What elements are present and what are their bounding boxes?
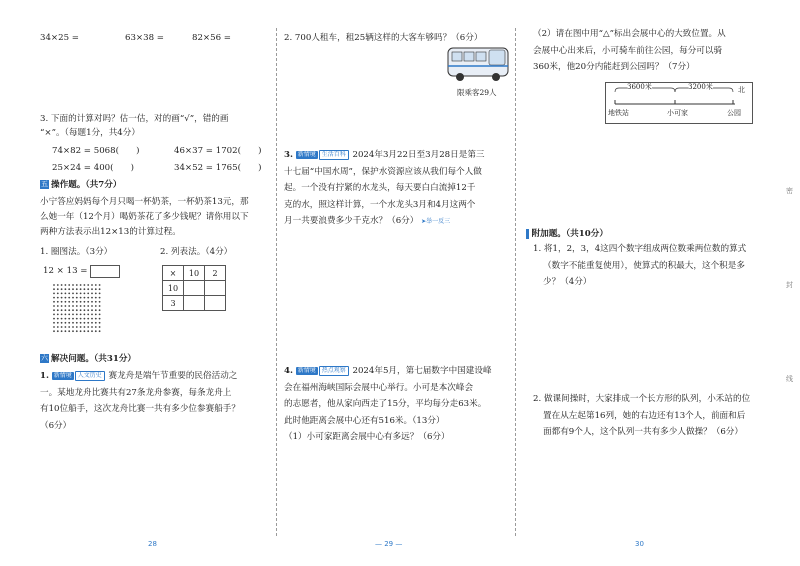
tag-hot-topic: 热点观察 [319,366,349,376]
grid-dot [84,293,86,295]
grid-dot [84,314,86,316]
grid-dot [65,314,67,316]
bonus-problem1 [533,241,768,291]
grid-dot [95,301,97,303]
grid-dot [57,326,59,328]
table-header-op: × [163,266,184,281]
grid-dot [72,318,74,320]
grid-dot [72,284,74,286]
grid-dot [95,284,97,286]
table-row-3: 3 [163,296,184,311]
calc-item-3: 82×56 = [192,33,232,43]
grid-dot [53,322,55,324]
grid-dot [72,301,74,303]
grid-dot [87,284,89,286]
problem4-part2 [533,26,763,76]
grid-dot [87,288,89,290]
grid-dot [65,297,67,299]
grid-dot [91,284,93,286]
calc-item-1: 34×25 = [40,33,80,43]
grid-dot [80,301,82,303]
grid-dot [76,301,78,303]
grid-dot [72,330,74,332]
grid-dot [57,309,59,311]
q3-item-1: 74×82 = 5068( ) [52,146,140,156]
grid-dot [87,314,89,316]
grid-dot [72,309,74,311]
grid-dot [99,326,101,328]
table-cell[interactable] [205,296,226,311]
grid-dot [87,318,89,320]
grid-dot [53,326,55,328]
grid-dot [68,322,70,324]
grid-dot [99,322,101,324]
map-label-home: 小可家 [667,109,688,117]
problem4-line3: 的志愿者，他从家向西走了15分，平均每分走63米。 [284,399,487,409]
section5-title: 操作题。（共7分） [51,180,122,190]
problem1-line4: （6分） [40,420,72,431]
grid-dot [53,314,55,316]
grid-dot [68,305,70,307]
grid-dot [65,293,67,295]
grid-dot [80,288,82,290]
grid-dot [91,330,93,332]
problem3-line3: 起。一个没有拧紧的水龙头，每天要白白流掉12千 [284,183,476,193]
map-label-park: 公园 [727,109,741,117]
problem1 [40,368,270,434]
grid-dot [84,284,86,286]
grid-dot [65,305,67,307]
grid-dot [68,326,70,328]
problem3-line1: 3. 新情境 生活百科 2024年3月22日至3月28日是第三 [284,150,485,160]
grid-dot [99,330,101,332]
grid-dot [53,318,55,320]
grid-dot [87,322,89,324]
column-divider-2 [515,28,516,536]
grid-dot [76,322,78,324]
grid-dot [72,314,74,316]
grid-dot [53,301,55,303]
grid-dot [72,297,74,299]
grid-dot [65,309,67,311]
q3-item-4: 34×52 = 1765( ) [174,163,262,173]
grid-dot [87,297,89,299]
bonus-problem2 [533,391,768,441]
grid-dot [80,318,82,320]
tag-life-encyclopedia: 生活百科 [319,150,349,160]
table-header-10: 10 [184,266,205,281]
grid-dot [91,326,93,328]
grid-dot [80,305,82,307]
tag-new-context: 新情境 [297,150,316,158]
grid-dot [99,293,101,295]
grid-dot [68,330,70,332]
grid-dot [76,284,78,286]
grid-dot [87,309,89,311]
grid-dot [72,322,74,324]
grid-dot [91,314,93,316]
grid-dot [61,309,63,311]
grid-dot [91,293,93,295]
dot-grid [52,283,102,335]
grid-dot [87,301,89,303]
grid-dot [76,293,78,295]
grid-dot [87,293,89,295]
grid-dot [99,309,101,311]
grid-dot [84,288,86,290]
grid-dot [91,305,93,307]
column-divider-1 [276,28,277,536]
grid-dot [72,305,74,307]
grid-dot [72,326,74,328]
op-text-3: 两种方法表示出12×13的计算过程。 [40,227,181,237]
grid-dot [68,314,70,316]
grid-dot [61,301,63,303]
grid-dot [99,284,101,286]
grid-dot [61,330,63,332]
grid-dot [68,297,70,299]
section5-badge: 五 [41,180,48,188]
problem1-line3: 有10位船手，这次龙舟比赛一共有多少位参赛船手？ [40,404,240,414]
grid-dot [68,284,70,286]
grid-dot [57,330,59,332]
grid-dot [65,322,67,324]
grid-dot [68,301,70,303]
seal-line-char-1: 密 [786,187,793,195]
grid-dot [72,288,74,290]
grid-dot [76,330,78,332]
problem4-line1: 4. 新情境 热点观察 2024年5月，第七届数字中国建设峰 [284,366,492,376]
bus-illustration [444,42,514,86]
q3-line2: “×”。（每题1分，共4分） [40,128,140,138]
problem4-line2: 会在福州海峡国际会展中心举行。小可是本次峰会 [284,382,474,393]
q3-item-3: 25×24 = 400( ) [52,163,135,173]
grid-dot [57,322,59,324]
bonus2-line2: 置在从左起第16列，她的右边还有13个人，前面和后 [543,410,746,421]
grid-dot [65,330,67,332]
bus-capacity-caption: 限乘客29人 [457,88,497,97]
problem3-line4: 克的水，照这样计算，一个水龙头3月和4月这两个 [284,199,476,210]
page-number-29: — 29 — [375,540,403,548]
grid-dot [95,330,97,332]
grid-dot [68,293,70,295]
grid-dot [95,326,97,328]
tag-new-context: 新情境 [53,371,72,379]
part2-line3: 360米，他20分内能赶到公园吗？（7分） [533,62,695,72]
circle-expression: 12 × 13 = [43,266,88,276]
q3-line1: 3. 下面的计算对吗？估一估，对的画“√”，错的画 [40,114,229,124]
section6-title: 解决问题。（共31分） [51,354,137,364]
grid-dot [53,305,55,307]
grid-dot [80,326,82,328]
grid-dot [65,326,67,328]
grid-dot [65,301,67,303]
grid-dot [61,293,63,295]
grid-dot [95,293,97,295]
grid-dot [61,326,63,328]
grid-dot [84,322,86,324]
grid-dot [80,293,82,295]
problem4 [284,363,512,446]
grid-dot [99,301,101,303]
bonus1-line2: （数字不能重复使用），使算式的积最大，这个积是多 [543,260,745,271]
grid-dot [84,305,86,307]
seal-line-char-2: 封 [786,281,793,289]
grid-dot [68,288,70,290]
grid-dot [84,301,86,303]
answer-box[interactable] [90,265,120,278]
grid-dot [95,297,97,299]
grid-dot [80,309,82,311]
op-text-1: 小宁答应妈妈每个月只喝一杯奶茶，一杯奶茶13元，那 [40,197,249,207]
map-north-label: 北 [738,86,745,94]
section5-heading [40,179,121,192]
problem3-line2: 十七届“中国水周”，保护水资源应该从我们每个人做 [284,166,482,177]
grid-dot [99,288,101,290]
grid-dot [80,297,82,299]
grid-dot [99,305,101,307]
multiplication-table [162,265,226,311]
tag-new-context: 新情境 [297,366,316,374]
grid-dot [84,330,86,332]
grid-dot [76,309,78,311]
grid-dot [72,293,74,295]
page-number-30: 30 [635,540,644,548]
grid-dot [65,318,67,320]
grid-dot [57,301,59,303]
op-text-2: 么她一年（12个月）喝奶茶花了多少钱呢？请你用以下 [40,212,249,222]
grid-dot [99,297,101,299]
grid-dot [95,318,97,320]
grid-dot [84,309,86,311]
problem3-line5: 月一共要浪费多少千克水？（6分） ➤举一反三 [284,216,451,226]
grid-dot [95,314,97,316]
grid-dot [61,297,63,299]
grid-dot [91,297,93,299]
grid-dot [68,318,70,320]
grid-dot [76,297,78,299]
grid-dot [91,288,93,290]
map-distance-2: 3200米 [688,83,713,91]
part2-line2: 会展中心出来后，小可骑车前往公园，每分可以骑 [533,45,723,56]
table-cell[interactable] [205,281,226,296]
grid-dot [53,293,55,295]
bonus-title: 附加题。（共10分） [531,229,608,239]
table-method-label: 2. 列表法。（4分） [160,247,233,257]
grid-dot [57,284,59,286]
section6-heading [40,353,136,366]
grid-dot [95,322,97,324]
grid-dot [76,326,78,328]
grid-dot [61,322,63,324]
grid-dot [57,297,59,299]
bonus-heading [526,228,608,241]
tag-culture-history: 人文历史 [75,371,105,381]
grid-dot [84,318,86,320]
grid-dot [91,322,93,324]
grid-dot [87,326,89,328]
grid-dot [76,305,78,307]
grid-dot [87,305,89,307]
grid-dot [91,318,93,320]
grid-dot [91,301,93,303]
grid-dot [61,288,63,290]
bonus1-line1: 1. 将1，2，3，4这四个数字组成两位数乘两位数的算式 [533,244,747,254]
grid-dot [53,288,55,290]
grid-dot [57,314,59,316]
bonus2-line1: 2. 做课间操时，大家排成一个长方形的队列，小禾站的位 [533,394,751,404]
bonus1-line3: 少？（4分） [543,277,592,287]
grid-dot [53,330,55,332]
page-number-28: 28 [148,540,157,548]
seal-line-char-3: 线 [786,375,793,383]
table-cell[interactable] [184,296,205,311]
grid-dot [57,293,59,295]
grid-dot [61,305,63,307]
grid-dot [61,314,63,316]
table-header-2: 2 [205,266,226,281]
q3-item-2: 46×37 = 1702( ) [174,146,262,156]
grid-dot [65,284,67,286]
grid-dot [95,288,97,290]
grid-dot [76,288,78,290]
part2-line1: （2）请在图中用“△”标出会展中心的大致位置。从 [533,29,726,39]
grid-dot [91,309,93,311]
bonus-bar [526,229,529,239]
problem4-sub1: （1）小可家距离会展中心有多远？（6分） [284,432,450,442]
calc-item-2: 63×38 = [125,33,165,43]
q2-bus-text: 2. 700人租车，租25辆这样的大客车够吗？（6分） [284,33,483,43]
grid-dot [76,314,78,316]
grid-dot [95,305,97,307]
map-label-subway: 地铁站 [608,109,629,117]
grid-dot [61,284,63,286]
grid-dot [80,284,82,286]
grid-dot [84,297,86,299]
grid-dot [87,330,89,332]
grid-dot [57,288,59,290]
grid-dot [95,309,97,311]
grid-dot [53,309,55,311]
table-cell[interactable] [184,281,205,296]
grid-dot [84,326,86,328]
grid-dot [53,297,55,299]
grid-dot [57,305,59,307]
problem1-line2: 一。某地龙舟比赛共有27条龙舟参赛，每条龙舟上 [40,387,232,398]
grid-dot [80,314,82,316]
grid-dot [53,284,55,286]
grid-dot [61,318,63,320]
grid-dot [80,322,82,324]
table-row-10: 10 [163,281,184,296]
circle-method-label: 1. 圈图法。（3分） [40,247,113,257]
example-link[interactable]: ➤举一反三 [421,218,451,225]
section6-badge: 六 [41,354,48,362]
problem3 [284,147,512,231]
problem4-line4: 此时他距离会展中心还有516米。（13分） [284,415,445,426]
problem1-line1: 1. 新情境 人文历史 赛龙舟是端午节重要的民俗活动之 [40,371,238,381]
grid-dot [76,318,78,320]
grid-dot [99,318,101,320]
grid-dot [80,330,82,332]
bonus2-line3: 面都有9个人，这个队列一共有多少人做操？（6分） [543,427,743,437]
grid-dot [68,309,70,311]
map-distance-1: 3600米 [627,83,652,91]
grid-dot [57,318,59,320]
grid-dot [99,314,101,316]
grid-dot [65,288,67,290]
